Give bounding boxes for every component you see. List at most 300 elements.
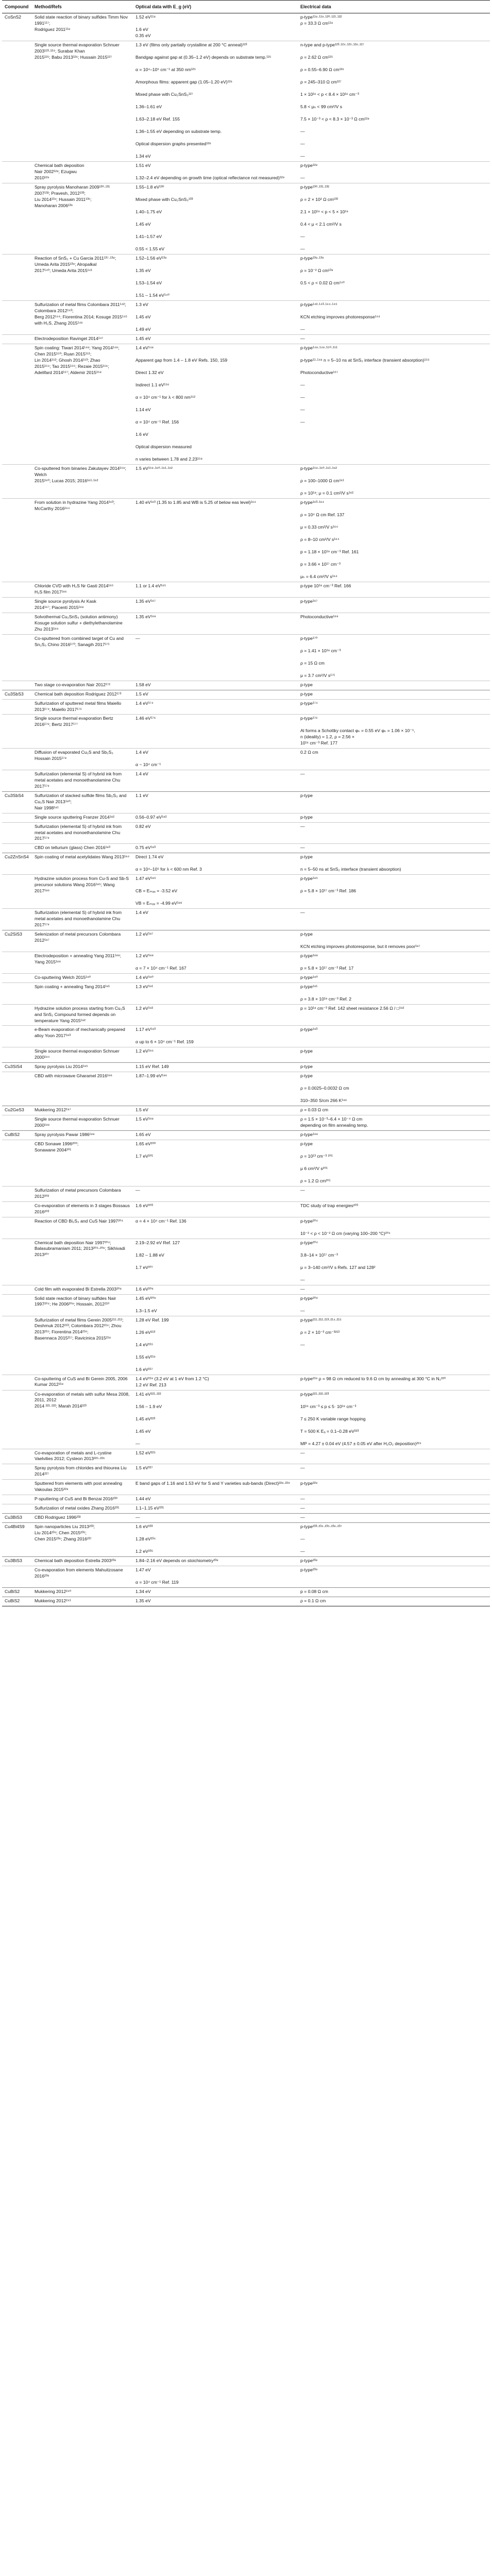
- cell-line: n varies between 1.78 and 2.23¹⁵⁸: [135, 456, 202, 462]
- cell-line: [300, 203, 487, 209]
- optical-data-cell: [133, 41, 298, 162]
- cell-line: p-type²³⁸: [300, 1557, 318, 1563]
- cell-line: [135, 1246, 295, 1252]
- electrical-data-cell: [298, 1140, 490, 1187]
- cell-line: 310–350 S/cm 266 K¹⁹⁶: [300, 1098, 347, 1104]
- cell-line: 1.51 – 1.54 eV¹⁴⁰: [135, 293, 169, 298]
- compound-cell: [2, 1449, 32, 1464]
- cell-line: p = 1.18 × 10¹⁹ cm⁻³ Ref. 161: [300, 549, 359, 555]
- cell-line: —: [300, 1536, 305, 1541]
- table-row: [2, 1556, 490, 1566]
- cell-line: 0.4 < μ < 2.1 cm²/V s: [300, 222, 342, 227]
- cell-line: [300, 123, 487, 129]
- method-cell: [32, 952, 133, 973]
- cell-line: Optical dispersion measured: [135, 444, 192, 450]
- cell-line: Single source thermal evaporation Schnuer 2003¹²³·¹²⁴; Surabar Khan: [35, 42, 120, 54]
- cell-line: 1.5 eV¹⁵⁹·¹⁶⁰·¹⁶¹·¹⁶²: [135, 466, 173, 471]
- optical-data-cell: [133, 1131, 298, 1140]
- compound-cell: [2, 813, 32, 822]
- cell-line: —: [300, 1496, 305, 1501]
- cell-line: [300, 401, 487, 407]
- cell-line: Lin 2014¹⁵²; Ghosh 2014¹⁵³; Zhao: [35, 357, 100, 363]
- electrical-data-cell: [298, 1556, 490, 1566]
- electrical-data-cell: [298, 344, 490, 465]
- table-row: [2, 1294, 490, 1316]
- compound-cell: [2, 749, 32, 770]
- method-cell: [32, 844, 133, 853]
- cell-line: Photoconductive¹⁶⁹: [300, 614, 338, 620]
- table-row: [2, 1504, 490, 1513]
- optical-data-cell: [133, 822, 298, 844]
- cell-line: —: [300, 1465, 305, 1471]
- header-method: Method/Refs: [32, 1, 133, 13]
- cell-line: depending on film annealing temp.: [300, 1123, 368, 1128]
- electrical-data-cell: [298, 634, 490, 681]
- method-cell: [32, 344, 133, 465]
- electrical-data-cell: [298, 813, 490, 822]
- compound-cell: [2, 1464, 32, 1480]
- electrical-data-cell: [298, 1522, 490, 1556]
- cell-line: Spray pyrolysis Liu 2014¹⁹⁵: [35, 1064, 88, 1070]
- optical-data-cell: [133, 875, 298, 909]
- cell-line: [135, 388, 295, 395]
- cell-line: [300, 472, 487, 478]
- cell-line: p = 10¹⁸ cm⁻³ Ref. 142 sheet resistance 2.56 Ω / □¹⁹²: [300, 1005, 404, 1011]
- cell-line: KCN etching improves photoresponse¹⁴⁴: [300, 314, 380, 320]
- cell-line: 1.51 eV: [135, 163, 151, 168]
- cell-line: Electrodeposition Ravinget 2014¹⁴⁷: [35, 336, 104, 342]
- cell-line: 1.35 eV: [135, 1598, 151, 1603]
- cell-line: Solvothermal Cu₂SnS₃ (solution antimony) Kosuge solution sulfur + diethylethanolamine Zhu 2013¹⁶⁹: [35, 614, 123, 632]
- cell-line: [300, 274, 487, 280]
- cell-line: Co-sputtered from binaries Zakutayev 2014¹⁵⁹; Welch: [35, 466, 126, 477]
- method-cell: [32, 465, 133, 499]
- optical-data-cell: [133, 499, 298, 582]
- cell-line: —: [135, 635, 140, 641]
- cell-line: [135, 1422, 295, 1429]
- table-row: [2, 1375, 490, 1390]
- cell-line: CBD with microwave Gharamel 2016¹⁹⁶: [35, 1073, 112, 1079]
- cell-line: Sulfurization (elemental S) of hybrid ink from metal acetates and monoethanolamine Chu 2017¹⁷⁹: [35, 771, 122, 789]
- cell-line: with H₂S, Zhang 2015¹⁴⁶: [35, 320, 83, 326]
- table-row: [2, 1587, 490, 1597]
- method-cell: [32, 183, 133, 255]
- electrical-data-cell: [298, 1217, 490, 1239]
- method-cell: [32, 1239, 133, 1285]
- cell-line: Hydrazine solution process from Cu-S and Sb-S precursor solutions Wang 2016¹⁸⁵; Wang 2017¹⁸⁶: [35, 876, 129, 894]
- cell-line: Sonawane 2004²⁰¹: [35, 1147, 72, 1153]
- cell-line: 1.45 eV: [135, 314, 151, 320]
- cell-line: 7.5 × 10⁻³ < ρ < 8.3 × 10⁻³ Ω cm¹²⁸: [300, 116, 369, 122]
- compound-cell: Cu3SiS4: [2, 1063, 32, 1072]
- table-row: [2, 770, 490, 792]
- optical-data-cell: [133, 13, 298, 41]
- cell-line: Mixed phase with Cu₂SnS₃¹³³: [135, 197, 193, 202]
- cell-line: 1.3–1.5 eV: [135, 1308, 157, 1313]
- electrical-data-cell: [298, 162, 490, 183]
- cell-line: 1.15 eV Ref. 149: [135, 1064, 169, 1070]
- cell-line: Chemical bath deposition Estrella 2003²³⁸: [35, 1557, 116, 1563]
- cell-line: 1.28 eV²³⁴: [135, 1536, 156, 1541]
- cell-line: —: [300, 1342, 305, 1347]
- optical-data-cell: [133, 1026, 298, 1047]
- cell-line: p-type¹¹·¹⁴⁸ n = 5–10 ns at SnS₂ interface (transient absorption)¹⁵⁵: [300, 358, 430, 363]
- cell-line: 1.7 eV²⁰¹: [135, 1154, 154, 1159]
- cell-line: [300, 240, 487, 246]
- cell-line: [135, 1336, 295, 1342]
- cell-line: [300, 73, 487, 79]
- compound-cell: [2, 301, 32, 335]
- cell-line: 1.2 eV¹⁹⁴: [135, 1048, 154, 1054]
- electrical-data-cell: [298, 1464, 490, 1480]
- optical-data-cell: [133, 1072, 298, 1106]
- cell-line: 1.6 eV²¹⁷: [135, 1366, 153, 1372]
- cell-line: [135, 274, 295, 280]
- cell-line: 1.2 eV¹⁹²: [135, 1005, 154, 1011]
- table-row: [2, 792, 490, 814]
- cell-line: [300, 308, 487, 314]
- optical-data-cell: [133, 598, 298, 613]
- electrical-data-cell: [298, 875, 490, 909]
- cell-line: p-type 10¹⁸ cm⁻³ Ref. 166: [300, 583, 351, 589]
- electrical-data-cell: [298, 982, 490, 1004]
- cell-line: [300, 262, 487, 268]
- method-cell: [32, 1201, 133, 1217]
- method-cell: [32, 1140, 133, 1187]
- cell-line: Chemical bath deposition Rodriguez 2012¹⁷³: [35, 691, 122, 697]
- cell-line: α = 7 × 10⁴ cm⁻¹ Ref. 167: [135, 965, 186, 971]
- electrical-data-cell: [298, 1131, 490, 1140]
- compound-cell: [2, 1495, 32, 1504]
- cell-line: —: [300, 910, 305, 916]
- method-cell: [32, 681, 133, 690]
- compound-cell: [2, 1217, 32, 1239]
- cell-line: α = 4 × 10⁴ cm⁻¹ Ref. 136: [135, 1218, 186, 1224]
- method-cell: [32, 1587, 133, 1597]
- method-cell: [32, 1480, 133, 1495]
- cell-line: 2013²⁰⁷: [35, 1252, 49, 1258]
- method-cell: [32, 1513, 133, 1522]
- electrical-data-cell: [298, 1106, 490, 1115]
- cell-line: p-type²¹⁹ ρ = 98 Ω cm reduced to 9.6 Ω cm by annealing at 300 °C in N₂²²⁰: [300, 1376, 446, 1381]
- cell-line: 1.35 eV¹⁶⁷: [135, 599, 156, 604]
- cell-line: Liu 2014²³⁴; Chen 2015²³⁵;: [35, 1530, 87, 1535]
- table-row: [2, 715, 490, 749]
- optical-data-cell: [133, 1495, 298, 1504]
- cell-line: α ~ 10⁴ cm⁻¹: [135, 762, 161, 768]
- electrical-data-cell: [298, 1597, 490, 1606]
- optical-data-cell: [133, 1239, 298, 1285]
- method-cell: [32, 335, 133, 344]
- cell-line: 1.41 eV²²¹·²²²: [135, 1391, 161, 1397]
- cell-line: ρ = 10⁻² Ω cm¹³⁹: [300, 268, 333, 274]
- cell-line: 1.49 eV: [135, 327, 151, 332]
- cell-line: p-type: [300, 931, 313, 937]
- electrical-data-cell: [298, 909, 490, 930]
- table-row: [2, 853, 490, 875]
- compound-cell: CuBiS2: [2, 1131, 32, 1140]
- table-row: [2, 909, 490, 930]
- optical-data-cell: [133, 1316, 298, 1375]
- cell-line: T = 500 K Eₐ = 0.1–0.28 eV²²³: [300, 1428, 359, 1434]
- cell-line: Manoharan 2006¹³⁶: [35, 203, 73, 209]
- method-cell: [32, 1115, 133, 1131]
- cell-line: 1.55 eV²¹⁶: [135, 1354, 156, 1360]
- method-cell: [32, 41, 133, 162]
- compound-cell: [2, 183, 32, 255]
- electrical-data-cell: [298, 582, 490, 598]
- optical-data-cell: [133, 335, 298, 344]
- cell-line: p-type¹¹⁸·¹¹⁹·¹²⁰·¹²¹·¹²²: [300, 14, 342, 20]
- cell-line: —: [300, 845, 305, 851]
- cell-line: 1.4 eV²¹⁹ (3.2 eV at 1 eV from 1.2 °C): [135, 1376, 209, 1381]
- cell-line: ρ = 10¹⁸; μ = 0.1 cm²/V s¹⁶²: [300, 490, 353, 496]
- method-cell: [32, 1316, 133, 1375]
- cell-line: [300, 98, 487, 104]
- compound-cell: [2, 909, 32, 930]
- method-cell: [32, 1072, 133, 1106]
- cell-line: —: [300, 1505, 305, 1511]
- cell-line: 1.3 eV (films only partially crystalline at 200 °C anneal)¹²³: [135, 42, 247, 48]
- cell-line: —: [135, 1188, 140, 1193]
- method-cell: [32, 1449, 133, 1464]
- cell-line: ρ = 1.41 × 10¹⁸ cm⁻³: [300, 648, 341, 653]
- compound-cell: [2, 1239, 32, 1285]
- optical-data-cell: [133, 681, 298, 690]
- cell-line: Spin nanoparticles Liu 2013²³³;: [35, 1523, 95, 1529]
- cell-line: —: [300, 336, 305, 342]
- header-electrical: Electrical data: [298, 1, 490, 13]
- compound-cell: [2, 1316, 32, 1375]
- cell-line: [135, 376, 295, 382]
- cell-line: [135, 147, 295, 154]
- cell-line: [300, 654, 487, 660]
- cell-line: CBD Sonawe 1996²⁰⁰;: [35, 1141, 79, 1147]
- cell-line: [300, 135, 487, 141]
- electrical-data-cell: [298, 973, 490, 982]
- cell-line: Chloride CVD with H₂S Nr Gasti 2014¹⁶⁵: [35, 583, 114, 589]
- table-row: [2, 1239, 490, 1285]
- cell-line: 1.34 eV: [135, 154, 151, 159]
- cell-line: 1.4 eV²¹⁵: [135, 1342, 154, 1347]
- table-row: [2, 1316, 490, 1375]
- cell-line: [135, 756, 295, 762]
- cell-line: [300, 320, 487, 327]
- cell-line: [300, 215, 487, 222]
- electrical-data-cell: [298, 1004, 490, 1026]
- cell-line: Co-evaporation of metals and L-cystine Vaelvilies 2012; Cysteon 2013²²⁵·²²⁶: [35, 1450, 112, 1462]
- table-row: [2, 681, 490, 690]
- cell-line: 1.2 eV¹⁸⁷: [135, 931, 154, 937]
- cell-line: [135, 894, 295, 901]
- electrical-data-cell: [298, 301, 490, 335]
- cell-line: [135, 203, 295, 209]
- optical-data-cell: [133, 1047, 298, 1063]
- electrical-data-cell: [298, 1495, 490, 1504]
- cell-line: 2014¹⁶⁷; Piacenti 2015¹⁶⁸: [35, 605, 84, 611]
- compound-cell: [2, 499, 32, 582]
- cell-line: Single source pyrolysis Ar Kask: [35, 599, 96, 604]
- cell-line: [135, 215, 295, 222]
- electrical-data-cell: [298, 792, 490, 814]
- cell-line: [300, 531, 487, 537]
- compound-cell: Cu2GeS3: [2, 1106, 32, 1115]
- cell-line: p-type¹⁹⁰: [300, 974, 318, 980]
- optical-data-cell: [133, 634, 298, 681]
- optical-data-cell: [133, 909, 298, 930]
- cell-line: 1.4 eV: [135, 910, 148, 916]
- cell-line: Berg 2012¹⁴⁴; Fiorentina 2014; Kosuge 2015¹⁴⁵: [35, 314, 127, 319]
- method-cell: [32, 770, 133, 792]
- cell-line: H₂S film 2017¹⁶⁶: [35, 589, 67, 595]
- cell-line: p-type: [300, 1141, 313, 1147]
- cell-line: ρ = 1.5 × 10⁻³–6.4 × 10⁻⁴ Ω cm: [300, 1116, 363, 1122]
- cell-line: —: [300, 1277, 305, 1282]
- method-cell: [32, 1285, 133, 1294]
- cell-line: Sulfurization (elemental S) of hybrid ink from metal acetates and monoethanolamine Chu 2017¹⁷⁹: [35, 910, 122, 928]
- cell-line: Bandgap against gap at (0.35–1.2 eV) depends on substrate temp.¹²⁵: [135, 55, 272, 60]
- cell-line: 0.2 Ω cm: [300, 750, 318, 755]
- cell-line: TDC study of trap energies²⁰³: [300, 1202, 358, 1208]
- cell-line: p-type: [300, 1064, 313, 1070]
- cell-line: 1.46 eV¹⁷⁶: [135, 716, 156, 721]
- cell-line: —: [135, 1440, 140, 1446]
- method-cell: [32, 598, 133, 613]
- cell-line: p-type²²¹·²²²·²²³: [300, 1391, 329, 1397]
- cell-line: 1.14 eV: [135, 407, 151, 413]
- cell-line: [300, 48, 487, 55]
- electrical-data-cell: [298, 1294, 490, 1316]
- compound-cell: [2, 715, 32, 749]
- cell-line: Spin coating of metal acetylidates Wang 2013¹⁸⁴: [35, 854, 130, 860]
- table-row: [2, 465, 490, 499]
- cell-line: —: [300, 1514, 305, 1520]
- electrical-data-cell: [298, 952, 490, 973]
- compound-cell: [2, 1294, 32, 1316]
- cell-line: 2017¹⁴⁰; Umeda Arita 2015¹⁴¹: [35, 268, 93, 274]
- cell-line: 2014 ²²¹·²²²; Marah 2014²²³: [35, 1403, 87, 1409]
- compound-cell: [2, 1187, 32, 1202]
- compound-cell: Cu3SbS4: [2, 792, 32, 814]
- cell-line: [135, 438, 295, 444]
- cell-line: p-type²⁰⁴: [300, 1240, 318, 1245]
- table-row: [2, 162, 490, 183]
- cell-line: e-Beam evaporation of mechanically prepared alloy Yoon 2017¹⁹³: [35, 1027, 125, 1039]
- cell-line: [300, 938, 487, 944]
- cell-line: 1.7 eV²⁰⁷: [135, 1264, 154, 1270]
- cell-line: CBD Rodriguez 1996²³²: [35, 1514, 81, 1520]
- cell-line: [300, 1336, 487, 1342]
- cell-line: p-type¹⁷⁶: [300, 716, 318, 721]
- cell-line: 1.4 eV¹⁹⁰: [135, 974, 154, 980]
- cell-line: [135, 1302, 295, 1308]
- cell-line: 1.2 eV²³⁵: [135, 1548, 154, 1554]
- cell-line: p-type¹⁴²·¹⁴³·¹⁴⁴·¹⁴⁵: [300, 302, 337, 308]
- cell-line: 0.55 < 1.55 eV: [135, 246, 165, 252]
- cell-line: ρ = 100–1000 Ω cm¹⁶¹: [300, 478, 344, 484]
- method-cell: [32, 1187, 133, 1202]
- cell-line: 2015¹²⁵; Babu 2013¹²⁶; Hussain 2015¹²⁷: [35, 54, 112, 60]
- cell-line: [135, 308, 295, 314]
- cell-line: 1.4 eV¹⁷⁴: [135, 700, 154, 706]
- table-row: [2, 1513, 490, 1522]
- cell-line: p-type¹⁸⁵: [300, 876, 318, 882]
- cell-line: p-type²³⁹: [300, 1567, 318, 1572]
- cell-line: [300, 1422, 487, 1429]
- compound-cell: [2, 465, 32, 499]
- cell-line: ρ = 10¹³ cm⁻³ ²⁰¹: [300, 1154, 333, 1159]
- cell-line: Co-sputtering of CuS and Bi Gerein 2005, 2006 Kumar 2012²¹⁹: [35, 1376, 128, 1387]
- cell-line: [300, 86, 487, 92]
- cell-line: Apparent gap from 1.4 – 1.8 eV Refs. 150, 159: [135, 358, 228, 363]
- cell-line: 1.1 or 1.4 eV¹⁶⁵: [135, 583, 166, 589]
- cell-line: 1.2 eV Ref. 213: [135, 1382, 166, 1387]
- cell-line: [135, 1530, 295, 1536]
- compound-cell: [2, 582, 32, 598]
- optical-data-cell: [133, 1566, 298, 1587]
- compound-cell: [2, 699, 32, 715]
- cell-line: 10⁻² < ρ < 10⁻² Ω cm (varying 100–200 °C)²⁰⁴: [300, 1230, 391, 1236]
- optical-data-cell: [133, 1187, 298, 1202]
- table-row: [2, 1390, 490, 1449]
- electrical-data-cell: [298, 255, 490, 301]
- cell-line: [135, 320, 295, 327]
- cell-line: [135, 240, 295, 246]
- compound-cell: [2, 1390, 32, 1449]
- cell-line: 0.75 eV¹⁸³: [135, 845, 156, 851]
- table-row: [2, 952, 490, 973]
- optical-data-cell: [133, 813, 298, 822]
- cell-line: [135, 73, 295, 79]
- optical-data-cell: [133, 699, 298, 715]
- method-cell: [32, 749, 133, 770]
- cell-line: ρ = 33.3 Ω cm¹¹⁸: [300, 21, 333, 26]
- cell-line: 1.87–1.99 eV¹⁹⁶: [135, 1073, 167, 1079]
- compound-cell: [2, 1285, 32, 1294]
- method-cell: [32, 909, 133, 930]
- table-row: [2, 813, 490, 822]
- cell-line: [300, 1271, 487, 1277]
- optical-data-cell: [133, 183, 298, 255]
- cell-line: 1.65 eV²⁰⁰: [135, 1141, 156, 1147]
- cell-line: [135, 351, 295, 358]
- cell-line: [135, 135, 295, 141]
- optical-data-cell: [133, 162, 298, 183]
- electrical-data-cell: [298, 1587, 490, 1597]
- cell-line: 1.17 eV¹⁹³: [135, 1027, 156, 1032]
- cell-line: [135, 450, 295, 456]
- cell-line: —: [300, 407, 305, 413]
- method-cell: [32, 1047, 133, 1063]
- cell-line: [300, 882, 487, 888]
- cell-line: [135, 860, 295, 867]
- cell-line: 5.8 < μₕ < 99 cm²/V s: [300, 104, 343, 110]
- electrical-data-cell: [298, 1187, 490, 1202]
- electrical-data-cell: [298, 613, 490, 635]
- cell-line: Single source thermal evaporation Bertz 2016¹⁷⁶; Bertz 2017¹⁷⁷: [35, 716, 113, 727]
- table-row: [2, 1449, 490, 1464]
- method-cell: [32, 1004, 133, 1026]
- cell-line: [135, 426, 295, 432]
- cell-line: [135, 86, 295, 92]
- cell-line: [300, 364, 487, 370]
- cell-line: [135, 1543, 295, 1549]
- cell-line: Sulfurization of metal precursors Colombara 2012²⁰²: [35, 1188, 121, 1199]
- cell-line: 1.58 eV: [135, 682, 151, 687]
- optical-data-cell: [133, 1587, 298, 1597]
- table-row: [2, 930, 490, 952]
- cell-line: [135, 169, 295, 175]
